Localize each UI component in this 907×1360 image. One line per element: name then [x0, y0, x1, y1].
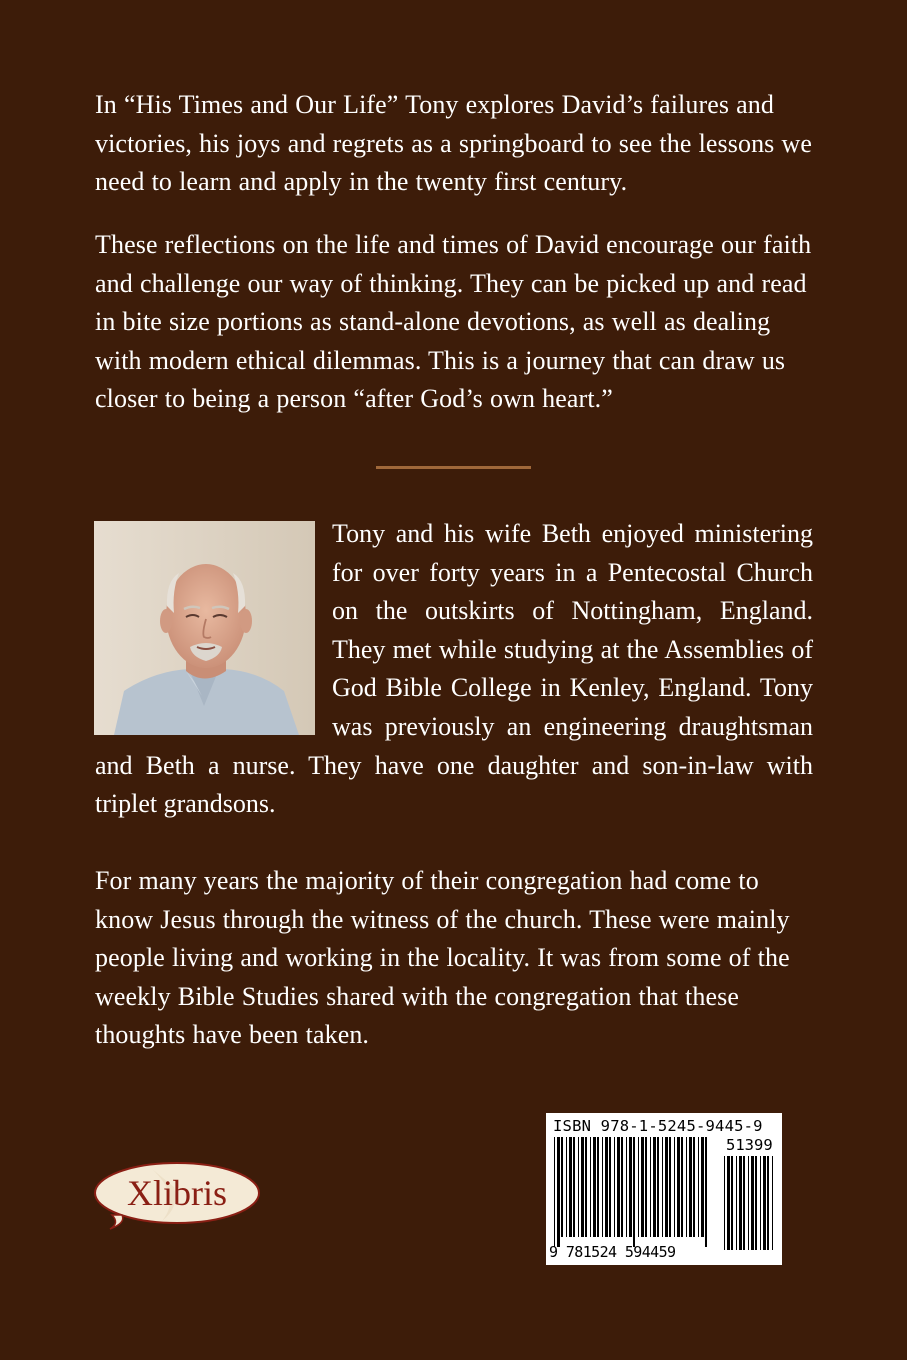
barcode-bar — [724, 1156, 725, 1250]
barcode-bar — [662, 1137, 663, 1237]
barcode-bar — [674, 1137, 675, 1237]
barcode-bar — [573, 1137, 575, 1237]
barcode-bar — [593, 1137, 596, 1237]
barcode-bar — [689, 1137, 692, 1237]
barcode-bar — [755, 1156, 757, 1250]
barcode-bar — [621, 1137, 623, 1237]
barcode-bar — [641, 1137, 644, 1237]
barcode-bar — [557, 1137, 560, 1247]
barcode-bar — [633, 1137, 635, 1247]
barcode-bar — [686, 1137, 687, 1237]
barcode-bar — [677, 1137, 680, 1237]
barcode-bar — [739, 1156, 742, 1250]
barcode-bar — [554, 1137, 555, 1247]
barcode-bar — [605, 1137, 608, 1237]
section-divider — [376, 466, 531, 469]
barcode-bar — [731, 1156, 733, 1250]
addon-barcode-bars — [722, 1156, 778, 1260]
barcode-bar — [748, 1156, 749, 1250]
ean-barcode-bars — [552, 1137, 712, 1247]
barcode-bar — [585, 1137, 587, 1237]
barcode-bar — [602, 1137, 603, 1237]
blurb-paragraph-4: For many years the majority of their congregation had come to know Jesus through the witness of the church. These were mainly people living and working in the locality. It was from some of the weekly Bible Studies shared with the congregation that these thoughts have been taken. — [95, 866, 790, 1049]
photo-wrap-space — [95, 515, 320, 745]
barcode-bar — [609, 1137, 611, 1237]
blurb-paragraph-2: These reflections on the life and times of David encourage our faith and challenge our way of thinking. They can be picked up and read in bite size portions as stand-alone devotions, as well as dealing with modern ethical dilemmas. This is a journey that can draw us closer to being a person “after God’s own heart.” — [95, 230, 812, 413]
barcode-bar — [669, 1137, 671, 1237]
barcode-bar — [566, 1137, 567, 1237]
isbn-barcode — [546, 1113, 782, 1265]
barcode-bar — [626, 1137, 627, 1237]
price-code: 51399 — [726, 1136, 773, 1154]
barcode-bar — [657, 1137, 659, 1237]
publisher-logo — [92, 1157, 262, 1233]
barcode-bar — [693, 1137, 695, 1237]
barcode-bar — [727, 1156, 730, 1250]
barcode-bar — [653, 1137, 656, 1237]
ean-digits: 9 781524 594459 — [549, 1243, 676, 1261]
barcode-bar — [578, 1137, 579, 1237]
barcode-bar — [743, 1156, 745, 1250]
barcode-bar — [569, 1137, 572, 1237]
publisher-name: Xlibris — [126, 1173, 228, 1213]
barcode-bar — [581, 1137, 584, 1237]
blurb-paragraph-1: In “His Times and Our Life” Tony explores David’s failures and victories, his joys and regrets as a springboard to see the lessons we need to learn and apply in the twenty first century. — [95, 90, 813, 196]
barcode-bar — [751, 1156, 754, 1250]
barcode-bar — [590, 1137, 591, 1237]
barcode-bar — [760, 1156, 761, 1250]
author-bio-text: Tony and his wife Beth enjoyed ministering for over forty years in a Pentecostal Church on the outskirts of Nottingham, England. They met while studying at the Assemblies of God Bible College in Kenley, England. Tony was previously an engineering draughtsman and Beth a nurse. They have one daughter and son-in-law with triplet grandsons. — [95, 519, 813, 819]
barcode-bar — [681, 1137, 683, 1237]
barcode-bar — [638, 1137, 639, 1237]
barcode-bar — [736, 1156, 737, 1250]
isbn-label: ISBN 978-1-5245-9445-9 — [553, 1117, 763, 1135]
barcode-bar — [597, 1137, 599, 1237]
barcode-bar — [701, 1137, 704, 1237]
barcode-bar — [645, 1137, 647, 1237]
barcode-bar — [772, 1156, 773, 1250]
barcode-bar — [650, 1137, 651, 1237]
barcode-bar — [614, 1137, 615, 1237]
barcode-bar — [763, 1156, 766, 1250]
barcode-bar — [705, 1137, 707, 1247]
barcode-bar — [767, 1156, 769, 1250]
barcode-bar — [561, 1137, 563, 1237]
barcode-bar — [617, 1137, 620, 1237]
barcode-bar — [698, 1137, 699, 1237]
author-bio — [95, 515, 813, 824]
barcode-bar — [665, 1137, 668, 1237]
barcode-bar — [629, 1137, 632, 1237]
